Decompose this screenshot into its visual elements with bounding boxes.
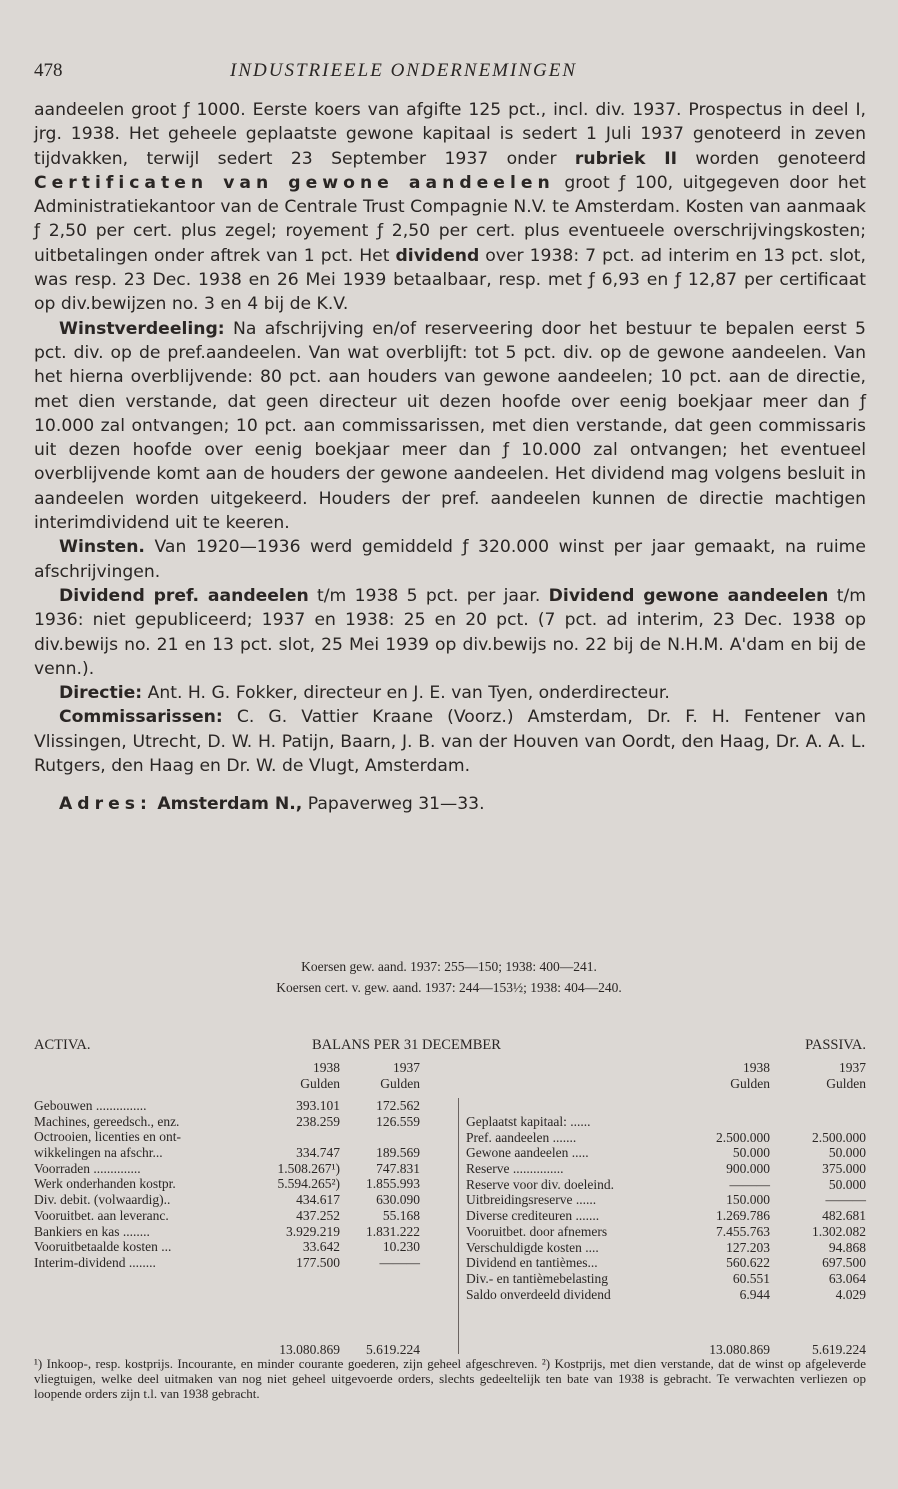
paragraph-winstverdeeling	[34, 317, 866, 536]
value-1938: 434.617	[296, 1192, 340, 1208]
value-1937: 94.868	[828, 1239, 866, 1255]
value-1938: 1.508.267¹)	[277, 1160, 340, 1176]
value-1938: 3.929.219	[286, 1223, 340, 1239]
value-1937: 4.029	[835, 1286, 866, 1302]
row-label: Pref. aandeelen .......	[466, 1129, 577, 1145]
adres-label: Adres:	[59, 794, 152, 815]
value-1938: 334.747	[296, 1145, 340, 1161]
row-label: Reserve ...............	[466, 1161, 564, 1177]
passiva-row	[466, 1177, 866, 1193]
passiva-col-1938	[694, 1060, 770, 1091]
para1-text-a: aandeelen groot ƒ 1000. Eerste koers van afgifte 125 pct., incl. div. 1937. Prospectus in deel I, jrg. 1938. Het geheele geplaatste gewone kapitaal is sedert 1 Juli 1937 genoteerd in zeven tijdvakken, terwijl sedert 23 September 1937 onder	[34, 100, 866, 169]
dividend-pref-label: Dividend pref. aandeelen	[59, 585, 309, 606]
passiva-row	[466, 1224, 866, 1240]
activa-row	[34, 1098, 454, 1114]
activa-row	[34, 1129, 454, 1145]
paragraph-capital	[34, 98, 866, 317]
row-label: Machines, gereedsch., enz.	[34, 1113, 180, 1129]
value-1938: 177.500	[296, 1254, 340, 1270]
adres-street: Papaverweg 31—33.	[302, 794, 485, 815]
activa-row	[34, 1145, 454, 1161]
paragraph-directie	[34, 681, 866, 705]
row-label: Vooruitbet. aan leveranc.	[34, 1207, 169, 1223]
passiva-row	[466, 1114, 866, 1130]
dividend-gewone-text: t/m 1936: niet gepubliceerd; 1937 en 1938: 25 en 20 pct. (7 pct. ad interim, 23 Dec. 1938 op div.bewijs no. 21 en 13 pct. slot, 25 Mei 1939 op div.bewijs no. 22 bij de N.H.M. A'dam en bij de venn.).	[34, 585, 866, 679]
value-1937: 55.168	[382, 1207, 420, 1223]
value-1937: 172.562	[376, 1098, 420, 1113]
para1-text-e: over 1938: 7 pct. ad interim en 13 pct. slot, was resp. 23 Dec. 1938 en 26 Mei 1939 betaalbaar, resp. met ƒ 6,93 en ƒ 12,87 per certificaat op div.bewijzen no. 3 en 4 bij de K.V.	[34, 245, 866, 315]
value-1937: ———	[825, 1192, 866, 1208]
value-1937: 1.855.993	[366, 1176, 420, 1192]
value-1938: 393.101	[296, 1098, 340, 1113]
koersen-certificaten: Koersen cert. v. gew. aand. 1937: 244—153½; 1938: 404—240.	[276, 980, 622, 995]
winsten-label: Winsten.	[59, 537, 145, 558]
commissarissen-text: C. G. Vattier Kraane (Voorz.) Amsterdam, Dr. F. H. Fentener van Vlissingen, Utrecht, D. W. H. Patijn, Baarn, J. B. van der Houven van Oordt, den Haag, Dr. A. A. L. Rutgers, den Haag en Dr. W. de Vlugt, Amsterdam.	[34, 707, 866, 777]
activa-row	[34, 1114, 454, 1130]
adres-city: Amsterdam N.,	[157, 794, 303, 815]
passiva-rows	[466, 1114, 866, 1302]
activa-col-1938	[266, 1060, 340, 1091]
dividend-pref-text: t/m 1938 5 pct. per jaar.	[308, 585, 549, 606]
activa-row	[34, 1224, 454, 1240]
page-number: 478	[34, 60, 63, 81]
value-1937: 189.569	[376, 1145, 420, 1161]
paragraph-commissarissen	[34, 705, 866, 778]
activa-unit-1937: Gulden	[380, 1075, 420, 1091]
value-1937: 50.000	[828, 1176, 866, 1192]
row-label: Div.- en tantièmebelasting	[466, 1270, 608, 1286]
value-1937: 697.500	[822, 1255, 866, 1271]
footnote: ¹) Inkoop-, resp. kostprijs. Incourante, en minder courante goederen, zijn geheel afgeschreven. ²) Kostprijs, met dien verstande, dat de winst op afgeleverde vliegtuigen, welke deel uitmaken van nog niet geheel uitgevoerde orders, slechts gedeeltelijk ten bate van 1938 is gebracht. Te verwachten verliezen op loopende orders zijn t.l. van 1938 gebracht.	[34, 1356, 866, 1401]
paragraph-dividend	[34, 584, 866, 681]
passiva-row	[466, 1145, 866, 1161]
para1-bold-rubriek: rubriek II	[574, 148, 678, 169]
passiva-row	[466, 1208, 866, 1224]
running-title: INDUSTRIEELE ONDERNEMINGEN	[230, 60, 578, 81]
row-label: Voorraden ..............	[34, 1160, 141, 1176]
value-1937: 1.831.222	[366, 1223, 420, 1239]
row-label: Vooruitbetaalde kosten ...	[34, 1239, 172, 1255]
value-1937: 63.064	[828, 1270, 866, 1286]
passiva-year-1938: 1938	[743, 1060, 770, 1075]
value-1938: 437.252	[296, 1207, 340, 1223]
activa-row	[34, 1255, 454, 1271]
paragraph-adres	[34, 792, 866, 816]
commissarissen-label: Commissarissen:	[59, 707, 223, 728]
passiva-col-1937	[786, 1060, 866, 1091]
value-1938: 60.551	[732, 1270, 770, 1286]
para1-text-c: worden genoteerd	[677, 148, 866, 169]
passiva-label: PASSIVA.	[805, 1037, 866, 1053]
activa-col-1937	[350, 1060, 420, 1091]
passiva-row	[466, 1130, 866, 1146]
winsten-text: Van 1920—1936 werd gemiddeld ƒ 320.000 winst per jaar gemaakt, na ruime afschrijvingen.	[34, 537, 866, 582]
activa-year-1938: 1938	[313, 1060, 340, 1075]
row-label: Dividend en tantièmes...	[466, 1255, 598, 1271]
passiva-unit-1937: Gulden	[826, 1075, 866, 1091]
value-1938: 50.000	[732, 1145, 770, 1161]
row-label: Diverse crediteuren .......	[466, 1208, 600, 1224]
value-1937: 1.302.082	[812, 1223, 866, 1239]
row-label: Gewone aandeelen .....	[466, 1145, 589, 1161]
passiva-total-1938: 13.080.869	[709, 1342, 770, 1357]
value-1938: 127.203	[726, 1239, 770, 1255]
activa-total-1938: 13.080.869	[279, 1342, 340, 1357]
passiva-row	[466, 1271, 866, 1287]
page-header	[34, 60, 864, 90]
directie-label: Directie:	[59, 683, 143, 704]
value-1937: 482.681	[822, 1208, 866, 1224]
para1-text-d: groot ƒ 100, uitgegeven door het Administratiekantoor van de Centrale Trust Compagnie N.V. te Amsterdam. Kosten van aanmaak ƒ 2,50 per cert. plus zegel; royement ƒ 2,50 per cert. plus eventueele overschrijvingskosten; uitbetalingen onder aftrek van 1 pct. Het	[34, 172, 867, 266]
passiva-total-1937: 5.619.224	[812, 1342, 866, 1357]
row-label: Saldo onverdeeld dividend	[466, 1286, 611, 1302]
value-1937: 375.000	[822, 1161, 866, 1177]
row-label: Octrooien, licenties en ont-	[34, 1129, 181, 1145]
value-1938: 2.500.000	[716, 1129, 770, 1145]
row-label: wikkelingen na afschr...	[34, 1145, 163, 1161]
value-1937: 630.090	[376, 1192, 420, 1208]
column-divider	[458, 1098, 459, 1354]
passiva-row	[466, 1240, 866, 1256]
passiva-year-1937: 1937	[839, 1060, 866, 1075]
balance-header	[34, 1038, 866, 1056]
value-1937: 126.559	[376, 1113, 420, 1129]
activa-unit-1938: Gulden	[300, 1075, 340, 1091]
value-1937: 10.230	[382, 1239, 420, 1255]
row-label: Vooruitbet. door afnemers	[466, 1223, 608, 1239]
row-label: Interim-dividend ........	[34, 1254, 156, 1270]
passiva-row	[466, 1192, 866, 1208]
directie-text: Ant. H. G. Fokker, directeur en J. E. van Tyen, onderdirecteur.	[142, 683, 670, 704]
passiva-unit-1938: Gulden	[730, 1075, 770, 1091]
balance-title: BALANS PER 31 DECEMBER	[312, 1037, 501, 1053]
winstverdeeling-text: Na afschrijving en/of reserveering door het bestuur te bepalen eerst 5 pct. div. op de pref.aandeelen. Van wat overblijft: tot 5 pct. div. op de gewone aandeelen. Van het hierna overblijvende: 80 pct. aan houders van gewone aandeelen; 10 pct. aan de directie, met dien verstande, dat geen directeur uit dezen hoofde over eenig boekjaar meer dan ƒ 10.000 zal ontvangen; 10 pct. aan commissarissen, met dien verstande, dat geen commissaris uit dezen hoofde over eenig boekjaar meer dan ƒ 10.000 zal ontvangen; het eventueel overblijvende komt aan de houders der gewone aandeelen. Het dividend mag volgens besluit in aandeelen worden uitgekeerd. Houders der pref. aandeelen kunnen de directie machtigen interimdividend uit te keeren.	[34, 318, 866, 534]
row-label: Gebouwen ...............	[34, 1098, 147, 1113]
value-1938: 150.000	[726, 1192, 770, 1208]
value-1937: 2.500.000	[812, 1129, 866, 1145]
passiva-row	[466, 1287, 866, 1303]
activa-year-1937: 1937	[393, 1060, 420, 1075]
value-1938: 6.944	[739, 1286, 770, 1302]
row-label: Reserve voor div. doeleind.	[466, 1176, 614, 1192]
value-1937: 747.831	[376, 1160, 420, 1176]
para1-spaced-certificaten: Certificaten van gewone aandeelen	[34, 172, 555, 193]
row-label: Bankiers en kas ........	[34, 1223, 150, 1239]
value-1938: 5.594.265²)	[277, 1176, 340, 1192]
value-1938: 560.622	[726, 1255, 770, 1271]
paragraph-winsten	[34, 535, 866, 584]
activa-label: ACTIVA.	[34, 1037, 91, 1053]
passiva-row	[466, 1255, 866, 1271]
value-1937: 50.000	[828, 1145, 866, 1161]
row-label: Verschuldigde kosten ....	[466, 1239, 599, 1255]
koersen-gewone: Koersen gew. aand. 1937: 255—150; 1938: 400—241.	[301, 959, 597, 974]
para1-bold-dividend: dividend	[395, 245, 480, 266]
value-1938: 1.269.786	[716, 1208, 770, 1224]
passiva-row	[466, 1161, 866, 1177]
activa-row	[34, 1192, 454, 1208]
activa-rows	[34, 1098, 454, 1271]
row-label: Div. debit. (volwaardig)..	[34, 1192, 171, 1208]
value-1938: 33.642	[302, 1239, 340, 1255]
row-label: Geplaatst kapitaal: ......	[466, 1114, 591, 1129]
value-1938: 900.000	[726, 1161, 770, 1177]
activa-row	[34, 1208, 454, 1224]
value-1938: 7.455.763	[716, 1223, 770, 1239]
balance-sheet	[34, 1037, 866, 1357]
koersen-block	[0, 956, 898, 998]
winstverdeeling-label: Winstverdeeling:	[59, 318, 225, 339]
value-1938: 238.259	[296, 1113, 340, 1129]
value-1938: ———	[729, 1176, 770, 1192]
value-1937: ———	[379, 1254, 420, 1270]
activa-row	[34, 1239, 454, 1255]
row-label: Werk onderhanden kostpr.	[34, 1176, 176, 1192]
dividend-gewone-label: Dividend gewone aandeelen	[548, 585, 829, 606]
body-text	[34, 98, 866, 817]
activa-row	[34, 1161, 454, 1177]
activa-row	[34, 1176, 454, 1192]
activa-total-1937: 5.619.224	[366, 1342, 420, 1357]
row-label: Uitbreidingsreserve ......	[466, 1192, 597, 1208]
